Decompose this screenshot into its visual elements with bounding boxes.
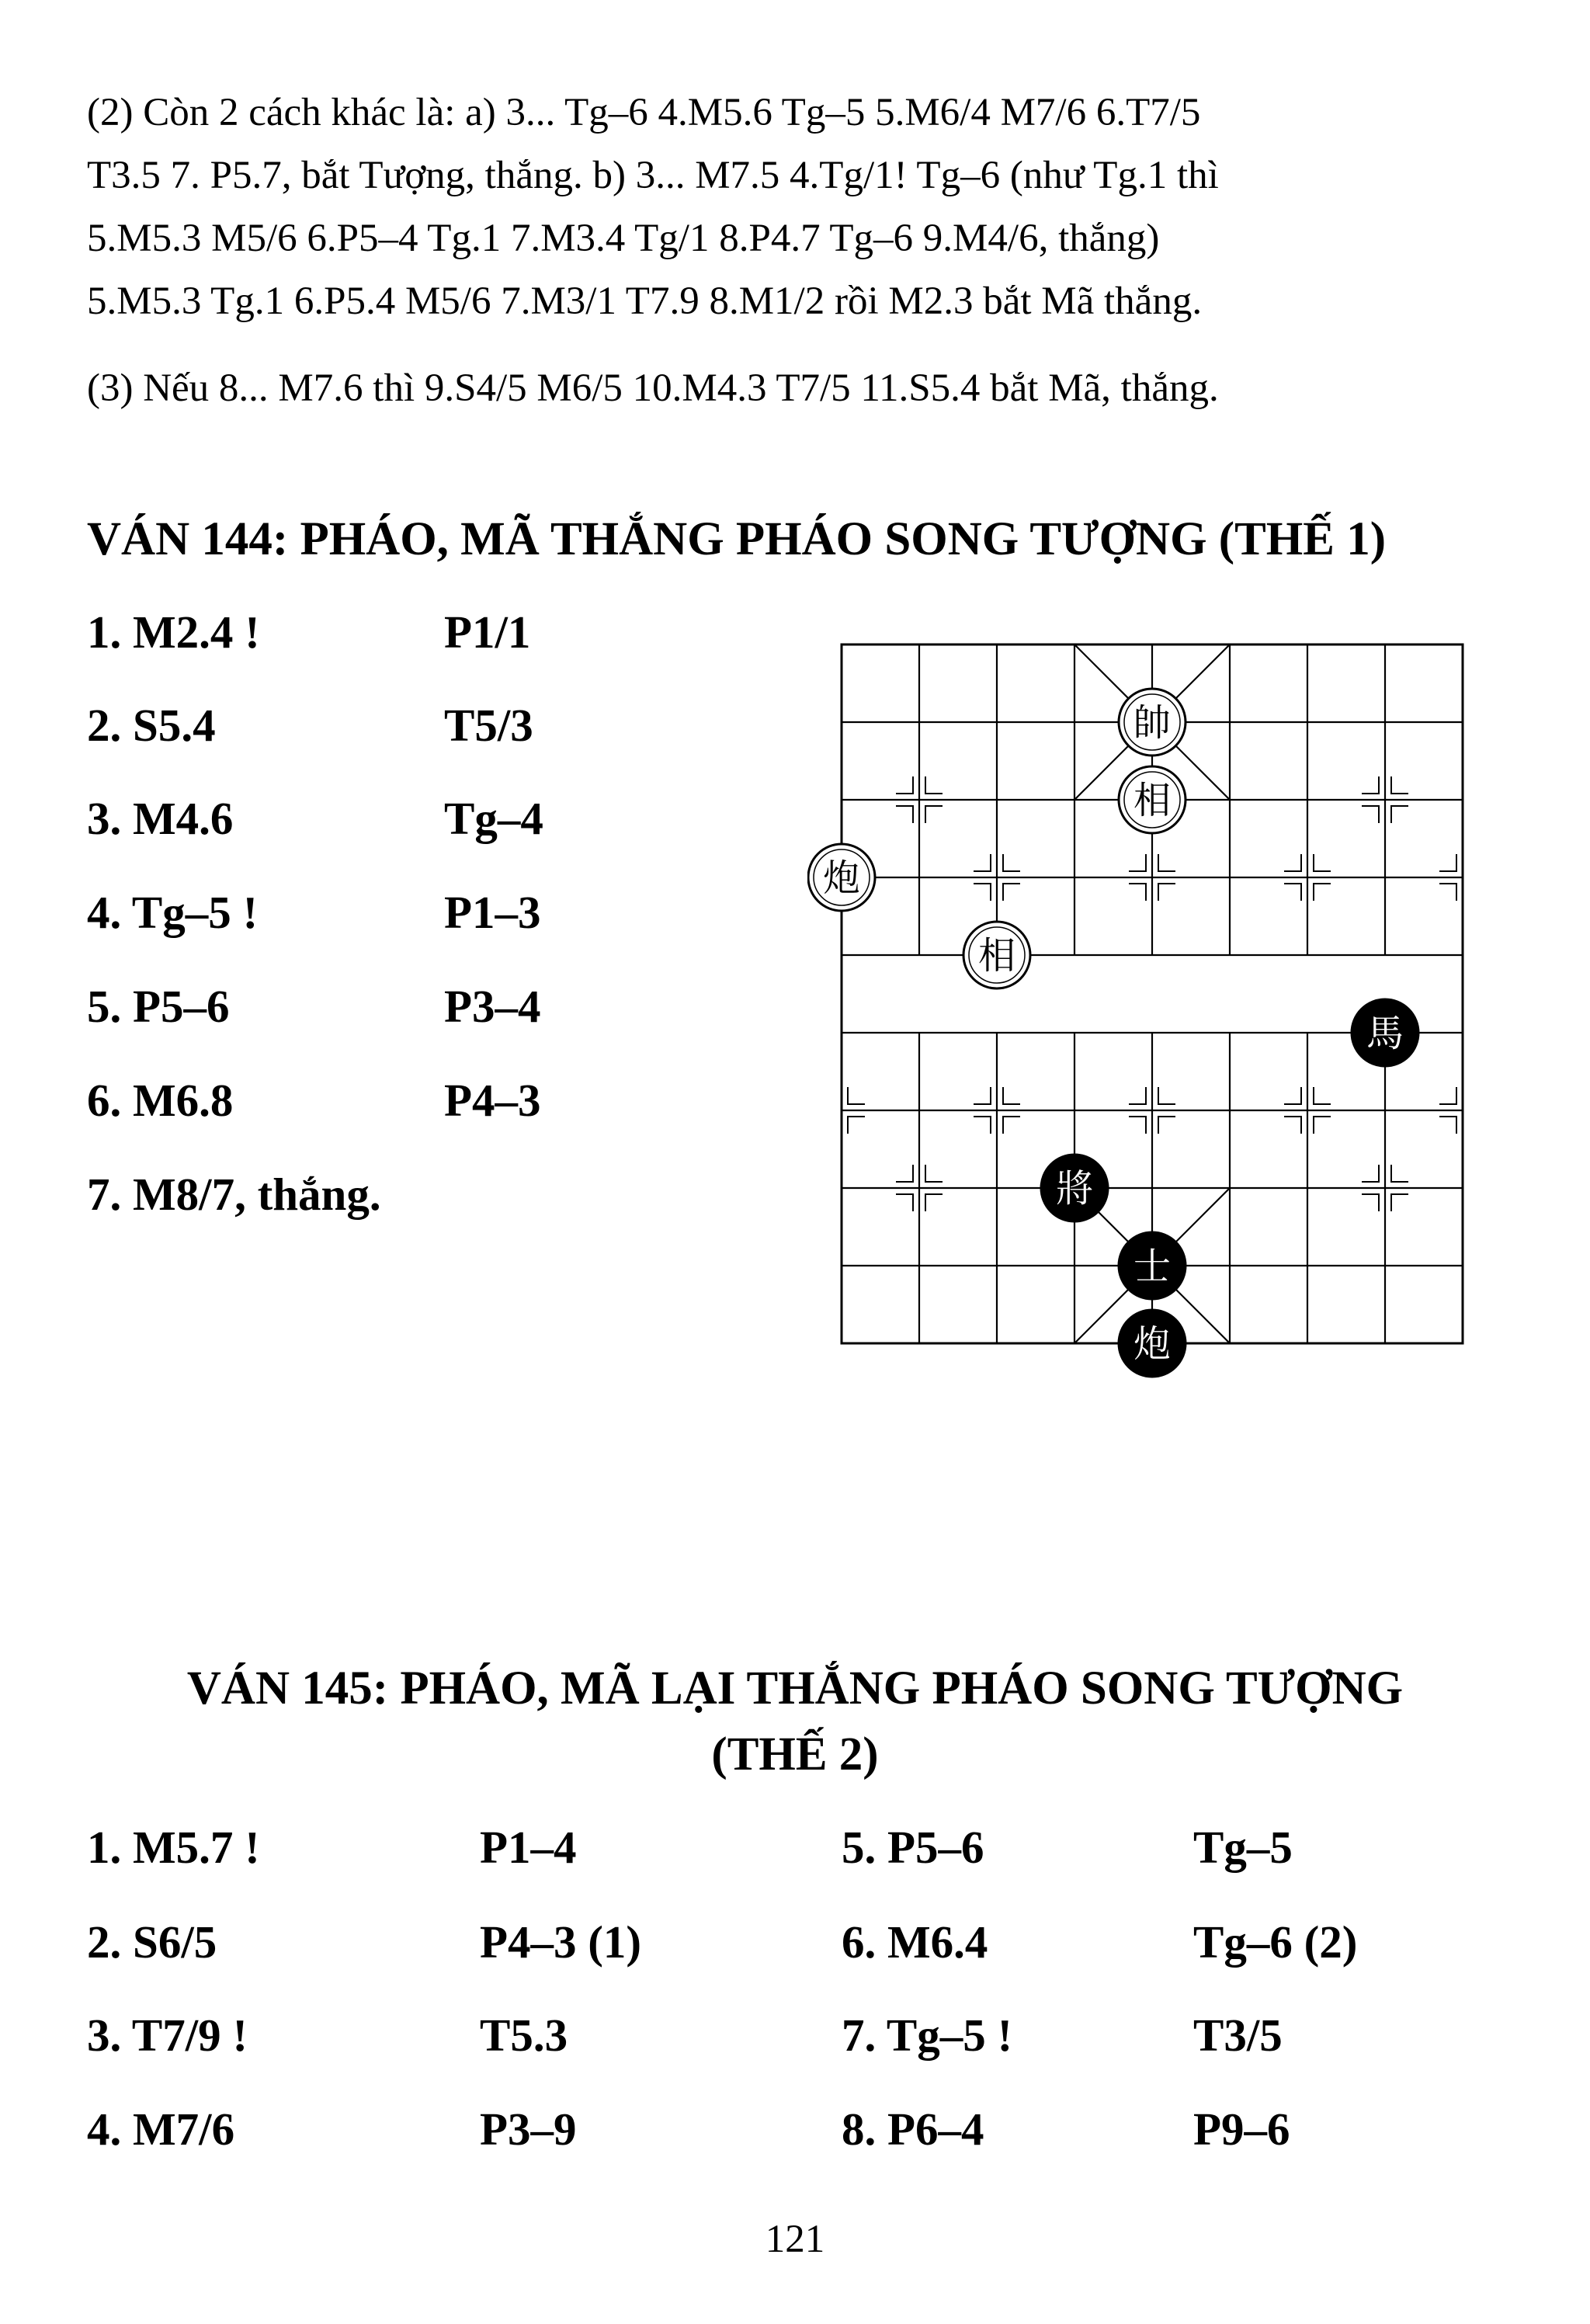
game-145-subtitle: (THẾ 2)	[711, 1728, 879, 1780]
red-cannon-piece	[808, 844, 875, 911]
position-marker	[1439, 854, 1456, 871]
position-marker	[1391, 806, 1408, 823]
position-marker	[1439, 884, 1456, 901]
piece-label: 馬	[1366, 1012, 1404, 1055]
move-white: 1. M2.4 !	[87, 606, 260, 658]
position-marker	[1391, 776, 1408, 794]
note-2	[87, 82, 1515, 333]
position-marker	[974, 1087, 991, 1104]
position-marker	[925, 776, 943, 794]
position-marker	[1362, 806, 1379, 823]
move-white: 2. S6/5	[87, 1916, 217, 1968]
position-marker	[1129, 1117, 1146, 1134]
move-white: 5. P5–6	[842, 1822, 984, 1873]
move-white: 1. M5.7 !	[87, 1822, 260, 1873]
black-cannon-piece	[1119, 1310, 1186, 1377]
piece-label: 炮	[1133, 1322, 1172, 1366]
note-3-line: (3) Nếu 8... M7.6 thì 9.S4/5 M6/5 10.M4.3 T7/5 11.S5.4 bắt Mã, thắng.	[87, 366, 1219, 410]
position-marker	[1284, 884, 1301, 901]
position-marker	[1158, 1117, 1175, 1134]
piece-label: 士	[1133, 1245, 1172, 1288]
position-marker	[1158, 884, 1175, 901]
note-2-line: 5.M5.3 Tg.1 6.P5.4 M5/6 7.M3/1 T7.9 8.M1/2 rồi M2.3 bắt Mã thắng.	[87, 280, 1203, 323]
note-2-line: T3.5 7. P5.7, bắt Tượng, thắng. b) 3... M7.5 4.Tg/1! Tg–6 (như Tg.1 thì	[87, 154, 1219, 197]
position-marker	[896, 776, 913, 794]
move-black: P4–3 (1)	[480, 1916, 642, 1968]
move-white: 7. Tg–5 !	[842, 2010, 1013, 2061]
position-marker	[1284, 1117, 1301, 1134]
xiangqi-board-diagram	[807, 621, 1506, 1382]
position-marker	[896, 1165, 913, 1182]
position-marker	[1003, 854, 1020, 871]
position-marker	[1129, 884, 1146, 901]
position-marker	[1362, 776, 1379, 794]
position-marker	[1314, 854, 1331, 871]
move-black: P4–3	[444, 1075, 541, 1126]
position-marker	[1314, 884, 1331, 901]
position-marker	[1129, 1087, 1146, 1104]
move-black: T5.3	[480, 2010, 568, 2061]
move-black: Tg–6 (2)	[1193, 1916, 1358, 1968]
game-145-title: VÁN 145: PHÁO, MÃ LẠI THẮNG PHÁO SONG TƯỢNG	[186, 1662, 1404, 1714]
position-marker	[1391, 1194, 1408, 1211]
piece-label: 將	[1055, 1167, 1094, 1211]
black-general-piece	[1041, 1155, 1108, 1221]
move-black: P1–4	[480, 1822, 577, 1873]
position-marker	[925, 1165, 943, 1182]
red-elephant-piece	[963, 922, 1030, 988]
move-white: 5. P5–6	[87, 981, 230, 1032]
move-white: 8. P6–4	[842, 2103, 984, 2155]
position-marker	[1439, 1117, 1456, 1134]
move-white: 2. S5.4	[87, 700, 216, 751]
position-marker	[974, 854, 991, 871]
move-white: 4. M7/6	[87, 2103, 235, 2155]
move-black: P3–9	[480, 2103, 577, 2155]
piece-label: 炮	[822, 856, 861, 900]
move-black: T5/3	[444, 700, 533, 751]
position-marker	[925, 1194, 943, 1211]
position-marker	[1362, 1165, 1379, 1182]
game-144-title: VÁN 144: PHÁO, MÃ THẮNG PHÁO SONG TƯỢNG (THẾ 1)	[87, 513, 1387, 565]
move-black: P9–6	[1193, 2103, 1290, 2155]
piece-label: 相	[1133, 779, 1172, 822]
red-general-piece	[1119, 689, 1186, 756]
move-black: T3/5	[1193, 2010, 1283, 2061]
note-3	[87, 357, 1515, 420]
position-marker	[1158, 1087, 1175, 1104]
red-elephant-piece	[1119, 766, 1186, 833]
piece-label: 帥	[1133, 701, 1172, 745]
position-marker	[896, 1194, 913, 1211]
position-marker	[925, 806, 943, 823]
move-white: 7. M8/7, thắng.	[87, 1169, 381, 1220]
position-marker	[1003, 1087, 1020, 1104]
position-marker	[1362, 1194, 1379, 1211]
black-horse-piece	[1352, 999, 1418, 1066]
move-black: P1/1	[444, 606, 531, 658]
move-white: 3. M4.6	[87, 793, 234, 844]
move-white: 6. M6.4	[842, 1916, 988, 1968]
move-black: Tg–5	[1193, 1822, 1293, 1873]
position-marker	[1391, 1165, 1408, 1182]
position-marker	[848, 1087, 865, 1104]
position-marker	[1439, 1087, 1456, 1104]
black-advisor-piece	[1119, 1232, 1186, 1299]
move-white: 4. Tg–5 !	[87, 887, 259, 938]
position-marker	[974, 1117, 991, 1134]
position-marker	[896, 806, 913, 823]
position-marker	[974, 884, 991, 901]
position-marker	[1284, 1087, 1301, 1104]
note-2-line: (2) Còn 2 cách khác là: a) 3... Tg–6 4.M5.6 Tg–5 5.M6/4 M7/6 6.T7/5	[87, 91, 1201, 134]
move-white: 6. M6.8	[87, 1075, 234, 1126]
position-marker	[848, 1117, 865, 1134]
move-black: P3–4	[444, 981, 541, 1032]
move-black: P1–3	[444, 887, 541, 938]
position-marker	[1284, 854, 1301, 871]
page-number: 121	[765, 2218, 825, 2261]
position-marker	[1314, 1087, 1331, 1104]
position-marker	[1003, 1117, 1020, 1134]
move-black: Tg–4	[444, 793, 543, 844]
position-marker	[1129, 854, 1146, 871]
position-marker	[1314, 1117, 1331, 1134]
position-marker	[1003, 884, 1020, 901]
position-marker	[1158, 854, 1175, 871]
note-2-line: 5.M5.3 M5/6 6.P5–4 Tg.1 7.M3.4 Tg/1 8.P4.7 Tg–6 9.M4/6, thắng)	[87, 217, 1160, 260]
move-white: 3. T7/9 !	[87, 2010, 248, 2061]
piece-label: 相	[977, 934, 1016, 978]
